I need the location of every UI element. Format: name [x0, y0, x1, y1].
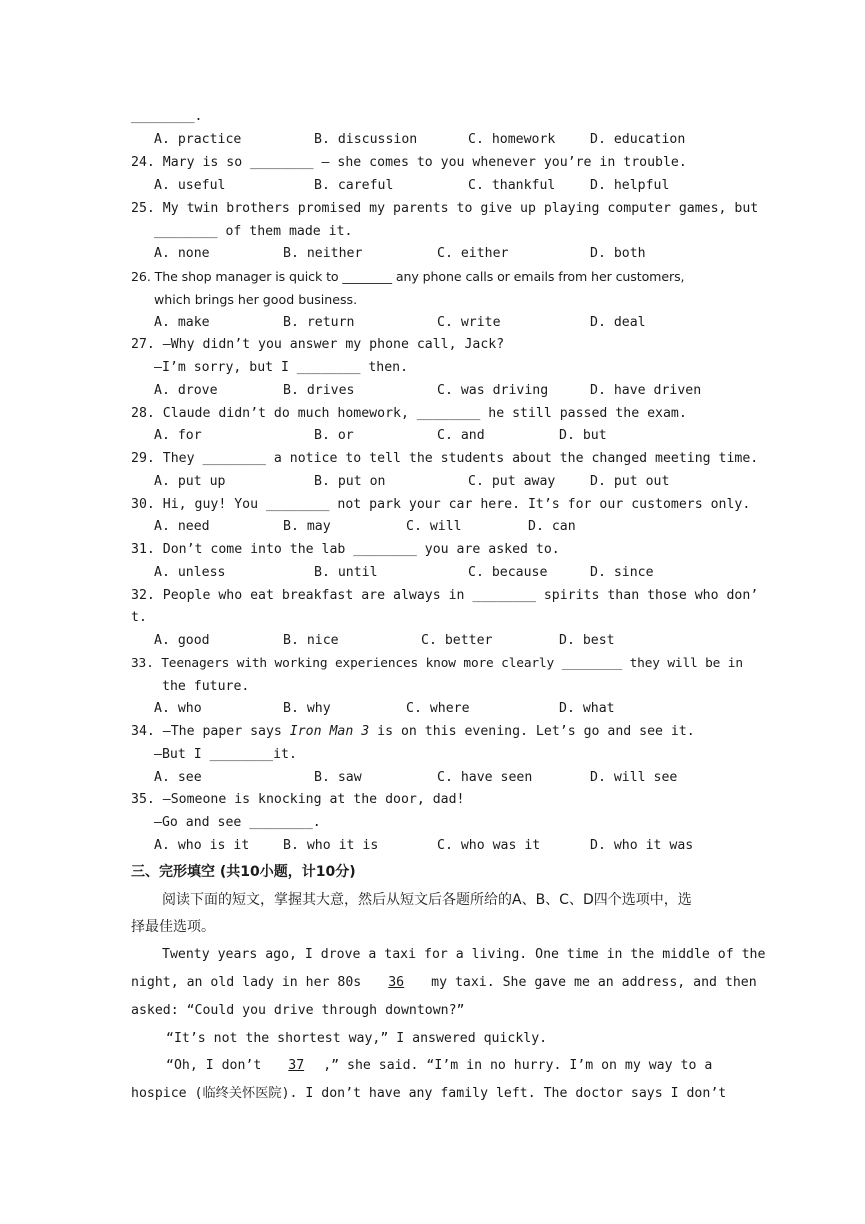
q33-option-b: B. why	[283, 701, 331, 716]
q32-option-a: A. good	[154, 633, 210, 648]
passage-line-2	[131, 973, 757, 993]
q30-option-a: A. need	[154, 519, 210, 534]
q31-option-a: A. unless	[154, 565, 226, 580]
q31-option-b: B. until	[314, 565, 378, 580]
q30-stem: 30. Hi, guy! You ________ not park your car here. It’s for our customers only.	[131, 497, 751, 512]
q34-option-b: B. saw	[314, 770, 362, 785]
q31-option-d: D. since	[590, 565, 654, 580]
q23-option-c: C. homework	[468, 132, 556, 147]
q27-stem-cont: —I’m sorry, but I ________ then.	[154, 360, 409, 375]
q27-stem: 27. —Why didn’t you answer my phone call, Jack?	[131, 337, 505, 352]
q31-stem: 31. Don’t come into the lab ________ you are asked to.	[131, 542, 560, 557]
q33-stem-cont: the future.	[162, 679, 250, 694]
q34-stem	[131, 723, 695, 741]
q28-option-a: A. for	[154, 428, 202, 443]
q35-stem-cont: —Go and see ________.	[154, 815, 321, 830]
passage-line-5-start: “Oh, I don’t	[166, 1058, 270, 1073]
q34-option-c: C. have seen	[437, 770, 533, 785]
q27-option-d: D. have driven	[590, 383, 702, 398]
q26-option-b: B. return	[283, 315, 355, 330]
q34-movie-title: Iron Man 3	[289, 724, 370, 739]
q25-stem: 25. My twin brothers promised my parents to give up playing computer games, but	[131, 201, 759, 216]
q35-option-b: B. who it is	[283, 838, 379, 853]
q33-option-d: D. what	[559, 701, 615, 716]
q32-stem: 32. People who eat breakfast are always in ________ spirits than those who don’	[131, 588, 759, 603]
q33-stem: 33. Teenagers with working experiences know more clearly ________ they will be in	[131, 656, 743, 671]
q28-option-d: D. but	[559, 428, 607, 443]
q30-option-b: B. may	[283, 519, 331, 534]
q27-option-b: B. drives	[283, 383, 355, 398]
q29-stem: 29. They ________ a notice to tell the students about the changed meeting time.	[131, 451, 759, 466]
q33-option-a: A. who	[154, 701, 202, 716]
q29-option-c: C. put away	[468, 474, 556, 489]
q34-option-d: D. will see	[590, 770, 678, 785]
section-3-instruction-cont: 择最佳选项。	[131, 919, 215, 935]
q29-option-b: B. put on	[314, 474, 386, 489]
passage-line-3: asked: “Could you drive through downtown?”	[131, 1003, 465, 1018]
q30-option-c: C. will	[406, 519, 462, 534]
q28-option-b: B. or	[314, 428, 354, 443]
q34-stem-end: is on this evening. Let’s go and see it.	[369, 724, 695, 739]
q23-option-b: B. discussion	[314, 132, 418, 147]
q32-stem-cont: t.	[131, 610, 147, 625]
passage-line-6: hospice (临终关怀医院). I don’t have any family left. The doctor says I don’t	[131, 1086, 727, 1101]
q35-option-a: A. who is it	[154, 838, 250, 853]
passage-line-2-start: night, an old lady in her 80s	[131, 975, 370, 990]
q28-option-c: C. and	[437, 428, 485, 443]
q25-stem-cont: ________ of them made it.	[154, 224, 353, 239]
q25-option-c: C. either	[437, 246, 509, 261]
passage-line-2-end: my taxi. She gave me an address, and then	[423, 975, 757, 990]
q34-stem-cont: —But I ________it.	[154, 747, 297, 762]
q25-option-a: A. none	[154, 246, 210, 261]
q25-option-d: D. both	[590, 246, 646, 261]
q23-option-d: D. education	[590, 132, 686, 147]
q23-option-a: A. practice	[154, 132, 242, 147]
q26-option-a: A. make	[154, 315, 210, 330]
q30-option-d: D. can	[528, 519, 576, 534]
q24-option-b: B. careful	[314, 178, 394, 193]
q32-option-d: D. best	[559, 633, 615, 648]
q24-option-c: C. thankful	[468, 178, 556, 193]
q28-stem: 28. Claude didn’t do much homework, ________ he still passed the exam.	[131, 406, 687, 421]
q35-stem: 35. —Someone is knocking at the door, dad!	[131, 792, 465, 807]
q35-option-d: D. who it was	[590, 838, 694, 853]
q25-option-b: B. neither	[283, 246, 363, 261]
q29-option-a: A. put up	[154, 474, 226, 489]
passage-line-4: “It’s not the shortest way,” I answered quickly.	[166, 1031, 548, 1046]
q27-option-a: A. drove	[154, 383, 218, 398]
q33-option-c: C. where	[406, 701, 470, 716]
q31-option-c: C. because	[468, 565, 548, 580]
q34-option-a: A. see	[154, 770, 202, 785]
q24-option-d: D. helpful	[590, 178, 670, 193]
blank-37: 37	[288, 1058, 305, 1073]
q29-option-d: D. put out	[590, 474, 670, 489]
passage-line-5-end: ,” she said. “I’m in no hurry. I’m on my way to a	[323, 1058, 713, 1073]
blank-36: 36	[388, 975, 405, 990]
q26-option-c: C. write	[437, 315, 501, 330]
q24-stem: 24. Mary is so ________ — she comes to you whenever you’re in trouble.	[131, 155, 687, 170]
q24-option-a: A. useful	[154, 178, 226, 193]
passage-line-1: Twenty years ago, I drove a taxi for a living. One time in the middle of the	[162, 947, 766, 962]
top-blank: ________.	[131, 109, 203, 124]
section-3-instruction: 阅读下面的短文，掌握其大意，然后从短文后各题所给的A、B、C、D四个选项中，选	[162, 892, 692, 908]
q26-stem-cont: which brings her good business.	[154, 292, 358, 307]
q32-option-c: C. better	[421, 633, 493, 648]
q26-option-d: D. deal	[590, 315, 646, 330]
section-3-title: 三、完形填空 (共10小题，计10分)	[131, 864, 356, 880]
q27-option-c: C. was driving	[437, 383, 549, 398]
passage-line-5	[166, 1056, 712, 1076]
q35-option-c: C. who was it	[437, 838, 541, 853]
q34-stem-start: 34. —The paper says	[131, 724, 290, 739]
q32-option-b: B. nice	[283, 633, 339, 648]
q26-stem: 26. The shop manager is quick to ________ any phone calls or emails from her customers,	[131, 269, 685, 284]
